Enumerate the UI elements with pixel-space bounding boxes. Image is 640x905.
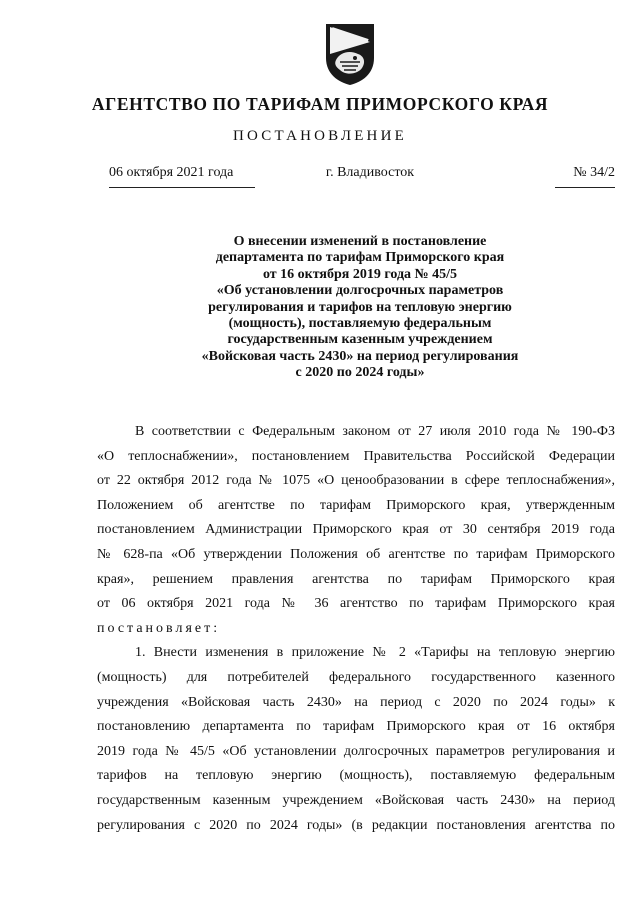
body-line: 2019 года № 45/5 «Об установлении долгосрочных параметров регулирования и (97, 743, 615, 759)
title-line: департамента по тарифам Приморского края (215, 250, 505, 266)
title-line: (мощность), поставляемую федеральным (228, 316, 492, 332)
title-line: «Войсковая часть 2430» на период регулирования (201, 348, 519, 364)
body-line: от 22 октября 2012 года № 1075 «О ценообразовании в сфере теплоснабжения», (97, 473, 615, 489)
body-line: тарифов на тепловую энергию (мощность), поставляемую федеральным (97, 768, 615, 784)
title-line: О внесении изменений в постановление (233, 234, 487, 249)
body-line: края», решением правления агентства по тарифам Приморского края (97, 571, 615, 587)
agency-name: АГЕНТСТВО ПО ТАРИФАМ ПРИМОРСКОГО КРАЯ (91, 94, 549, 114)
document-date: 06 октября 2021 года (109, 165, 255, 188)
body-line: В соответствии с Федеральным законом от 27 июля 2010 года № 190-ФЗ (135, 424, 615, 439)
document-title (120, 234, 600, 382)
body-line: государственным казенным учреждением «Войсковая часть 2430» на период (97, 792, 615, 808)
title-line: регулирования и тарифов на тепловую энергию (208, 299, 512, 315)
title-line: от 16 октября 2019 года № 45/5 (262, 266, 458, 282)
body-line: (мощность) для потребителей федерального государственного казенного (97, 669, 615, 685)
body-line: № 628-па «Об утверждении Положения об агентстве по тарифам Приморского (97, 546, 615, 562)
body-line: Положением об агентстве по тарифам Приморского края, утвержденным (97, 497, 615, 513)
document-city: г. Владивосток (325, 165, 415, 180)
body-line: от 06 октября 2021 года № 36 агентство по тарифам Приморского края (97, 596, 615, 612)
document-type: ПОСТАНОВЛЕНИЕ (233, 128, 407, 144)
body-line: постановлением Администрации Приморского края от 30 сентября 2019 года (97, 522, 615, 538)
body-line-resolves: постановляет: (97, 620, 221, 636)
title-line: «Об установлении долгосрочных параметров (216, 283, 504, 299)
body-line: постановлению департамента по тарифам Приморского края от 16 октября (97, 719, 615, 735)
body-line: «О теплоснабжении», постановлением Правительства Российской Федерации (97, 448, 615, 464)
document-body (97, 420, 615, 838)
coat-of-arms-emblem (322, 22, 378, 86)
body-line: регулирования с 2020 по 2024 годы» (в редакции постановления агентства по (97, 817, 615, 833)
document-number: № 34/2 (555, 165, 615, 188)
title-line: государственным казенным учреждением (227, 332, 493, 348)
body-line: 1. Внести изменения в приложение № 2 «Тарифы на тепловую энергию (135, 645, 615, 661)
body-line: учреждения «Войсковая часть 2430» на период с 2020 по 2024 годы» к (97, 694, 615, 710)
title-line: с 2020 по 2024 годы» (295, 365, 425, 381)
